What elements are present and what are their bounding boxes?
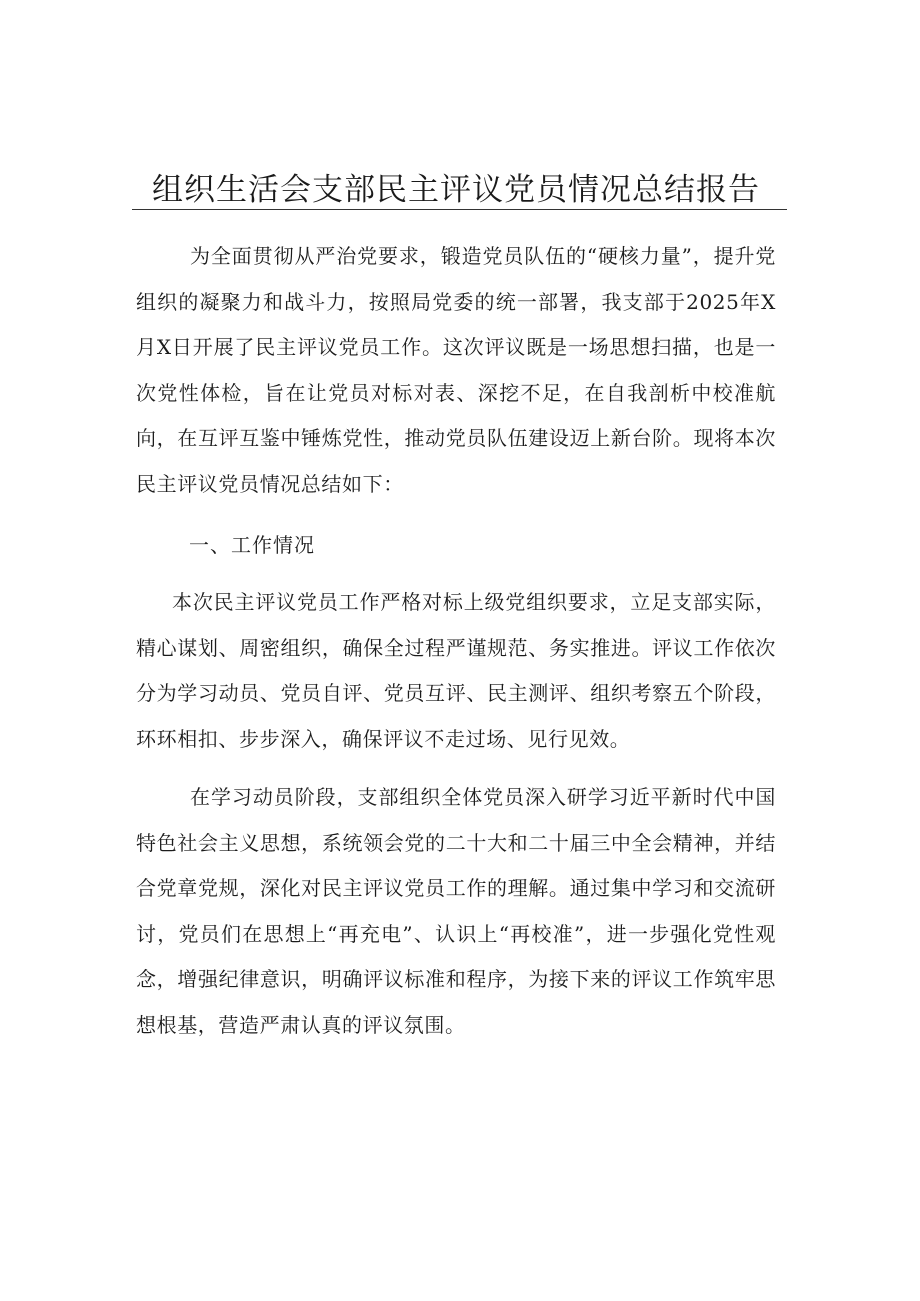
study-mobilization-paragraph: 在学习动员阶段，支部组织全体党员深入研学习近平新时代中国特色社会主义思想，系统领会党的二十大和二十届三中全会精神，并结合党章党规，深化对民主评议党员工作的理解。通过集中学习和交流研讨，党员们在思想上“再充电”、认识上“再校准”，进一步强化党性观念，增强纪律意识，明确评议标准和程序，为接下来的评议工作筑牢思想根基，营造严肃认真的评议氛围。 <box>136 785 776 1037</box>
intro-paragraph: 为全面贯彻从严治党要求，锻造党员队伍的“硬核力量”，提升党组织的凝聚力和战斗力，按照局党委的统一部署，我支部于2025年X月X日开展了民主评议党员工作。这次评议既是一场思想扫描，也是一次党性体检，旨在让党员对标对表、深挖不足，在自我剖析中校准航向，在互评互鉴中锤炼党性，推动党员队伍建设迈上新台阶。现将本次民主评议党员情况总结如下： <box>136 244 776 496</box>
document-title: 组织生活会支部民主评议党员情况总结报告 <box>152 172 760 208</box>
work-overview-paragraph: 本次民主评议党员工作严格对标上级党组织要求，立足支部实际，精心谋划、周密组织，确保全过程严谨规范、务实推进。评议工作依次分为学习动员、党员自评、党员互评、民主测评、组织考察五个阶段，环环相扣、步步深入，确保评议不走过场、见行见效。 <box>136 590 776 751</box>
title-underline <box>132 209 787 210</box>
section-heading: 一、工作情况 <box>189 533 315 557</box>
